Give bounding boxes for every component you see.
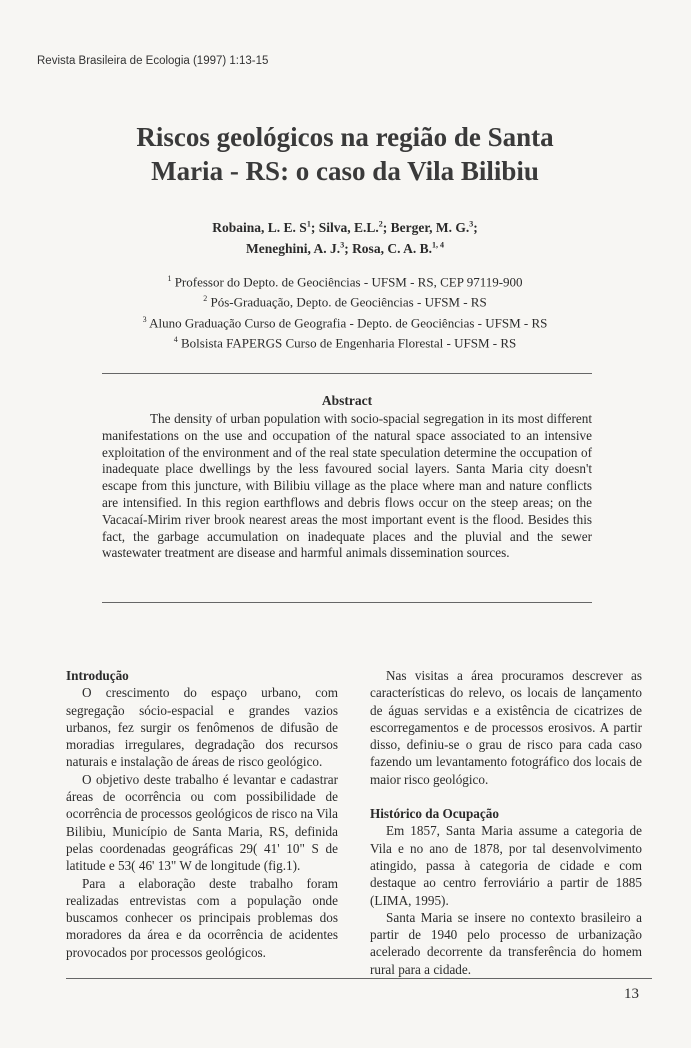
footer-rule xyxy=(66,978,652,979)
affiliation: $^3$ Aluno Graduação Curso de Geografia - Depto. de Geociências - UFSM - RS xyxy=(142,314,548,330)
abstract-text: The density of urban population with socio-spacial segregation in its most different manifestations on the use and occupation of the natural space associated to an intensive exploitation of the environment and of the real state speculation determine the occupation of inadequate place dwellings by the less favoured social layers. Santa Maria city doesn't escape from this juncture, with Bilibiu village as the place where man and nature conflicts are intensified. In this region earthflows and debris flows occur on the steep areas; on the Vacacaí-Mirim river brook nearest areas the most important event is the flood. Besides this fact, the garbage accumulation on inadequate places and the pluvial and the sewer wastewater treatment are disease and harmful animals dissemination sources. xyxy=(102,411,592,561)
author: Robaina, L. E. $S^1$; xyxy=(212,219,319,235)
article-title xyxy=(60,120,630,188)
paragraph: O objetivo deste trabalho é levantar e cadastrar áreas de ocorrência ou com possibilidade de ocorrência de processos geológicos de risco na Vila Bilibiu, Município de Santa Maria, RS, definida pelas coordenadas geográficas 29( 41' 10" S de latitude e 53( 46' 13" W de longitude (fig.1). xyxy=(66,771,338,874)
abstract-top-rule xyxy=(102,373,592,374)
affiliation: $^4$ Bolsista FAPERGS Curso de Engenharia Florestal - UFSM - RS xyxy=(173,334,517,351)
title-line-2: Maria - RS: o caso da Vila Bilibiu xyxy=(151,156,539,186)
author: Silva, E.L.$^2$; xyxy=(318,219,391,235)
affiliation-list xyxy=(40,270,650,351)
author: Berger, M. G.$^3$; xyxy=(390,219,478,235)
affiliation: $^1$ Professor do Depto. de Geociências - UFSM - RS, CEP 97119-900 xyxy=(167,274,523,290)
author-list xyxy=(60,215,630,258)
page-number: 13 xyxy=(624,986,639,1002)
section-heading-introducao: Introdução xyxy=(66,668,129,683)
abstract-section xyxy=(102,393,592,562)
right-column xyxy=(370,667,642,978)
section-heading-historico: Histórico da Ocupação xyxy=(370,806,499,822)
paragraph: O crescimento do espaço urbano, com segregação sócio-espacial e grandes vazios urbanos, fez surgir os fenômenos de difusão de moradias irregulares, degradação dos recursos naturais e instalação de áreas de risco geológico. xyxy=(66,685,338,770)
paragraph: Santa Maria se insere no contexto brasileiro a partir de 1940 pelo processo de urbanização acelerado decorrente da transferência do homem rural para a cidade. xyxy=(370,909,642,977)
abstract-bottom-rule xyxy=(102,602,592,603)
paragraph: Para a elaboração deste trabalho foram realizadas entrevistas com a população onde buscamos conhecer os principais problemas dos moradores da área e da ocorrência de acidentes provocados por processos geológicos. xyxy=(66,875,338,960)
paragraph: Em 1857, Santa Maria assume a categoria de Vila e no ano de 1878, por tal desenvolvimento atingido, passa à categoria de cidade e com destaque ao centro ferroviário a partir de 1885 (LIMA, 1995). xyxy=(370,823,642,908)
journal-citation: Revista Brasileira de Ecologia (1997) 1:13-15 xyxy=(37,55,269,67)
abstract-heading: Abstract xyxy=(321,393,373,408)
paragraph: Nas visitas a área procuramos descrever as características do relevo, os locais de lançamento de águas servidas e a existência de cicatrizes de escorregamentos e de processos erosivos. A partir disso, definiu-se o grau de risco para cada caso fazendo um levantamento fotográfico dos locais de maior risco geológico. xyxy=(370,668,642,787)
author: Meneghini, A. J.$^3$; xyxy=(246,240,353,256)
title-line-1: Riscos geológicos na região de Santa xyxy=(136,122,554,152)
affiliation: $^2$ Pós-Graduação, Depto. de Geociências - UFSM - RS xyxy=(203,294,487,310)
author: Rosa, C. A. B.$^{1, 4}$ xyxy=(352,240,444,256)
left-column xyxy=(66,667,338,961)
